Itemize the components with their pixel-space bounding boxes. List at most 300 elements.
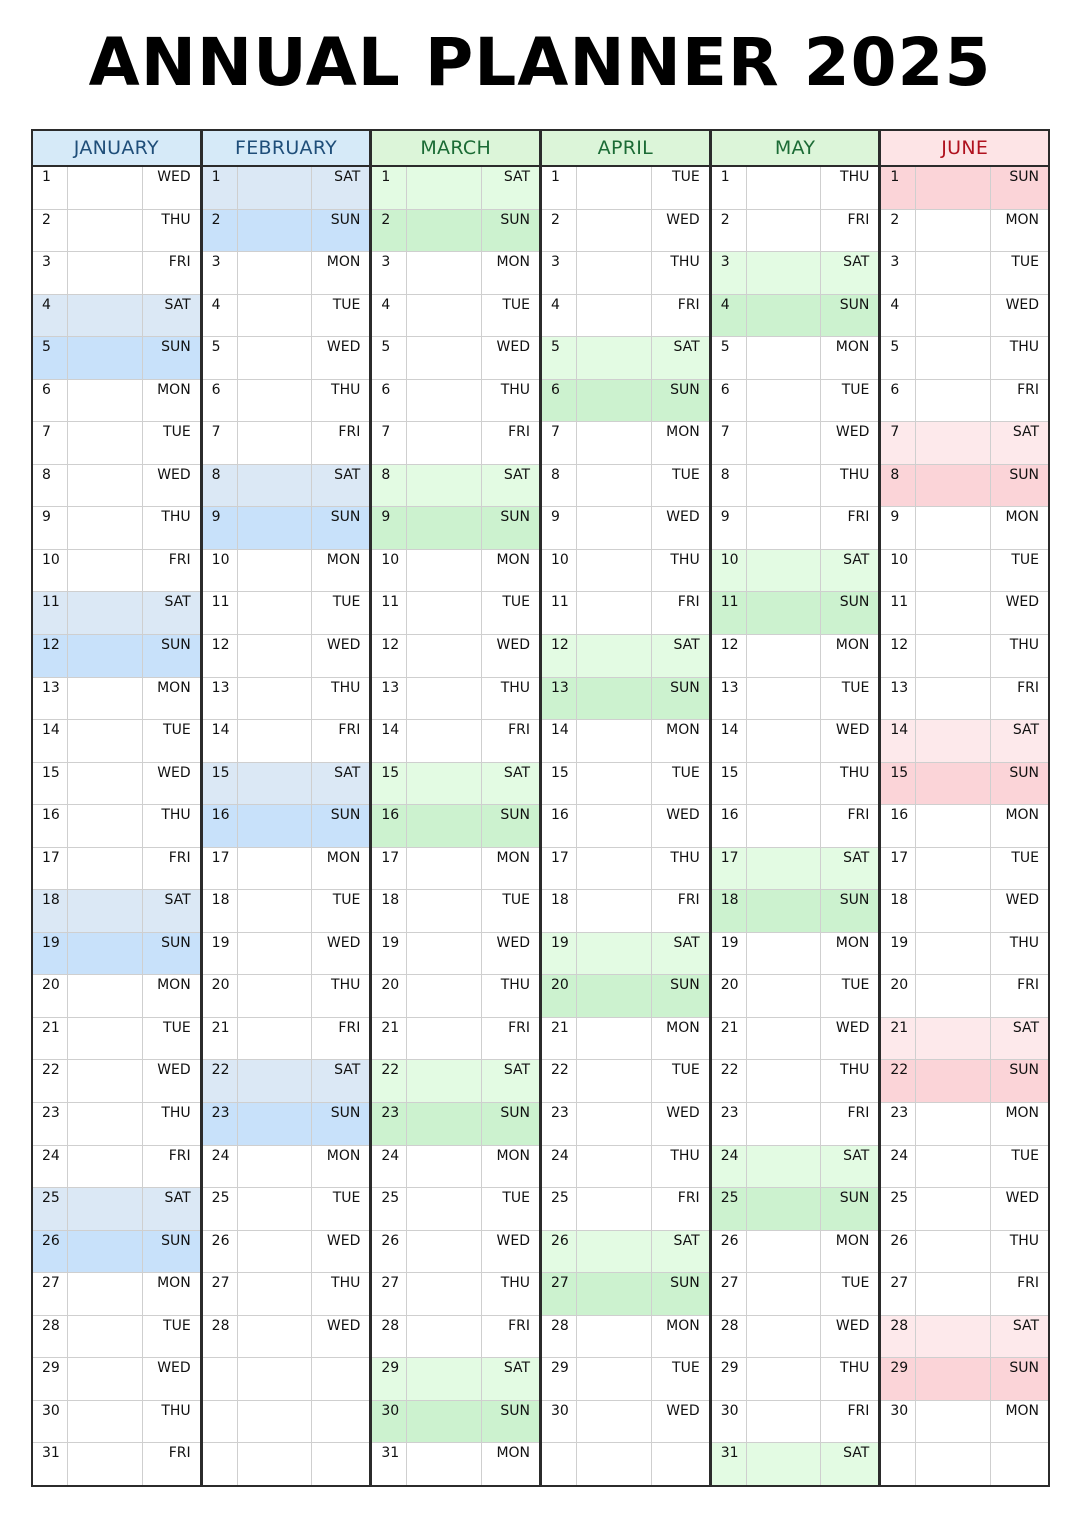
weekday-label: THU [1009, 637, 1040, 654]
note-cell[interactable] [577, 507, 652, 549]
day-number: 26 [372, 1231, 407, 1273]
day-number: 29 [33, 1358, 68, 1400]
day-number: 26 [881, 1231, 916, 1273]
note-cell[interactable] [577, 1358, 652, 1400]
day-row [712, 507, 879, 550]
weekday-label: SUN [330, 509, 361, 526]
day-number: 25 [203, 1188, 238, 1230]
weekday-label: TUE [502, 892, 531, 909]
note-cell[interactable] [577, 975, 652, 1017]
note-cell[interactable] [916, 678, 991, 720]
note-cell[interactable] [238, 1060, 313, 1102]
note-cell[interactable] [407, 1443, 482, 1485]
day-row [203, 1146, 370, 1189]
weekday-label: TUE [672, 466, 700, 483]
note-cell[interactable] [68, 1188, 143, 1230]
note-cell[interactable] [68, 678, 143, 720]
note-cell[interactable] [916, 1358, 991, 1400]
note-cell[interactable] [238, 1188, 313, 1230]
weekday-label: WED [835, 722, 870, 739]
day-number: 27 [203, 1273, 238, 1315]
weekday-label: MON [326, 849, 361, 866]
day-number: 27 [33, 1273, 68, 1315]
weekday-label: WED [157, 764, 191, 781]
weekday-label: MON [496, 849, 531, 866]
note-cell[interactable] [238, 1103, 313, 1145]
note-cell[interactable] [747, 465, 822, 507]
note-cell[interactable] [407, 1401, 482, 1443]
day-number: 17 [33, 848, 68, 890]
note-cell[interactable] [916, 763, 991, 805]
note-cell[interactable] [577, 678, 652, 720]
note-cell[interactable] [577, 1443, 652, 1485]
note-cell[interactable] [916, 1146, 991, 1188]
note-cell[interactable] [577, 1231, 652, 1273]
note-cell[interactable] [68, 252, 143, 294]
weekday-label: SUN [330, 211, 361, 228]
note-cell[interactable] [577, 167, 652, 209]
note-cell[interactable] [747, 763, 822, 805]
note-cell[interactable] [577, 380, 652, 422]
note-cell[interactable] [407, 1188, 482, 1230]
note-cell[interactable] [68, 550, 143, 592]
note-cell[interactable] [577, 550, 652, 592]
note-cell[interactable] [68, 1443, 143, 1485]
note-cell[interactable] [747, 1103, 822, 1145]
day-number: 7 [881, 422, 916, 464]
note-cell[interactable] [407, 933, 482, 975]
note-cell[interactable] [68, 1401, 143, 1443]
note-cell[interactable] [407, 380, 482, 422]
weekday-label: SAT [673, 934, 700, 951]
note-cell[interactable] [407, 592, 482, 634]
note-cell[interactable] [577, 1401, 652, 1443]
weekday-label: MON [666, 1019, 700, 1036]
note-cell[interactable] [68, 1146, 143, 1188]
note-cell[interactable] [238, 635, 313, 677]
note-cell[interactable] [407, 550, 482, 592]
weekday-label: MON [835, 934, 870, 951]
note-cell[interactable] [916, 1316, 991, 1358]
note-cell[interactable] [747, 592, 822, 634]
note-cell[interactable] [916, 805, 991, 847]
weekday-label: SAT [503, 169, 531, 185]
note-cell[interactable] [747, 1273, 822, 1315]
note-cell[interactable] [68, 1060, 143, 1102]
note-cell[interactable] [407, 167, 482, 209]
note-cell[interactable] [747, 1231, 822, 1273]
note-cell[interactable] [747, 252, 822, 294]
note-cell[interactable] [68, 635, 143, 677]
day-number: 9 [881, 507, 916, 549]
note-cell[interactable] [747, 890, 822, 932]
note-cell[interactable] [238, 507, 313, 549]
day-row [33, 295, 200, 338]
note-cell[interactable] [68, 1273, 143, 1315]
note-cell[interactable] [577, 1146, 652, 1188]
note-cell[interactable] [407, 422, 482, 464]
note-cell[interactable] [916, 848, 991, 890]
note-cell[interactable] [68, 1103, 143, 1145]
weekday-label: SUN [670, 381, 700, 398]
note-cell[interactable] [577, 1060, 652, 1102]
weekday-label: THU [1009, 339, 1040, 356]
note-cell[interactable] [407, 210, 482, 252]
note-cell[interactable] [747, 507, 822, 549]
note-cell[interactable] [577, 210, 652, 252]
month-column-june [881, 131, 1048, 1485]
day-row [881, 1188, 1048, 1231]
day-number: 11 [542, 592, 577, 634]
day-row [203, 465, 370, 508]
day-number: 20 [881, 975, 916, 1017]
note-cell[interactable] [68, 1018, 143, 1060]
note-cell[interactable] [238, 337, 313, 379]
note-cell[interactable] [238, 550, 313, 592]
note-cell[interactable] [238, 890, 313, 932]
note-cell[interactable] [916, 422, 991, 464]
note-cell[interactable] [407, 1231, 482, 1273]
note-cell[interactable] [68, 975, 143, 1017]
note-cell[interactable] [238, 763, 313, 805]
note-cell[interactable] [747, 848, 822, 890]
note-cell[interactable] [577, 1273, 652, 1315]
day-row [372, 933, 539, 976]
note-cell[interactable] [916, 1018, 991, 1060]
note-cell[interactable] [577, 1103, 652, 1145]
day-row [712, 1146, 879, 1189]
note-cell[interactable] [577, 252, 652, 294]
note-cell[interactable] [68, 507, 143, 549]
day-row [372, 1358, 539, 1401]
note-cell[interactable] [577, 1188, 652, 1230]
note-cell[interactable] [747, 975, 822, 1017]
note-cell[interactable] [916, 550, 991, 592]
weekday-label: WED [326, 934, 361, 951]
weekday-label: THU [500, 977, 531, 994]
note-cell[interactable] [238, 1273, 313, 1315]
note-cell[interactable] [916, 720, 991, 762]
note-cell[interactable] [407, 1103, 482, 1145]
weekday-label: THU [670, 551, 700, 568]
note-cell[interactable] [747, 422, 822, 464]
day-row [372, 635, 539, 678]
note-cell[interactable] [577, 465, 652, 507]
note-cell[interactable] [238, 848, 313, 890]
note-cell[interactable] [747, 805, 822, 847]
note-cell[interactable] [68, 763, 143, 805]
weekday-label: TUE [502, 296, 531, 313]
day-row [542, 1358, 709, 1401]
day-row [712, 1060, 879, 1103]
day-row [372, 848, 539, 891]
weekday-label: SAT [164, 892, 191, 909]
note-cell[interactable] [747, 678, 822, 720]
note-cell[interactable] [747, 550, 822, 592]
note-cell[interactable] [238, 678, 313, 720]
weekday-label: TUE [332, 296, 361, 313]
day-row [542, 1401, 709, 1444]
note-cell[interactable] [68, 848, 143, 890]
weekday-label: WED [326, 637, 361, 654]
note-cell[interactable] [238, 465, 313, 507]
note-cell[interactable] [747, 1316, 822, 1358]
weekday-label: SUN [839, 594, 870, 611]
day-number: 8 [712, 465, 747, 507]
weekday-label: MON [666, 424, 700, 441]
note-cell[interactable] [577, 1316, 652, 1358]
day-number: 17 [712, 848, 747, 890]
note-cell[interactable] [407, 975, 482, 1017]
note-cell[interactable] [407, 465, 482, 507]
note-cell[interactable] [747, 337, 822, 379]
note-cell[interactable] [577, 422, 652, 464]
note-cell[interactable] [407, 1358, 482, 1400]
weekday-label: SUN [670, 1275, 700, 1292]
day-row [33, 167, 200, 210]
note-cell[interactable] [577, 295, 652, 337]
note-cell[interactable] [747, 1146, 822, 1188]
day-row [33, 763, 200, 806]
day-row [33, 422, 200, 465]
weekday-label: WED [157, 1062, 191, 1079]
note-cell[interactable] [407, 848, 482, 890]
day-number: 21 [372, 1018, 407, 1060]
note-cell[interactable] [68, 422, 143, 464]
note-cell[interactable] [68, 167, 143, 209]
day-row [881, 337, 1048, 380]
day-number: 17 [203, 848, 238, 890]
note-cell[interactable] [68, 890, 143, 932]
note-cell[interactable] [238, 422, 313, 464]
note-cell[interactable] [916, 507, 991, 549]
weekday-label: FRI [508, 1019, 531, 1036]
day-number: 5 [881, 337, 916, 379]
note-cell[interactable] [407, 1273, 482, 1315]
day-row [542, 975, 709, 1018]
day-number: 29 [542, 1358, 577, 1400]
note-cell[interactable] [577, 805, 652, 847]
note-cell[interactable] [238, 592, 313, 634]
note-cell[interactable] [577, 890, 652, 932]
note-cell[interactable] [747, 635, 822, 677]
note-cell[interactable] [238, 1443, 313, 1485]
weekday-label: THU [840, 1062, 870, 1079]
note-cell[interactable] [407, 1060, 482, 1102]
day-row [372, 337, 539, 380]
day-row [542, 252, 709, 295]
note-cell[interactable] [916, 337, 991, 379]
day-row [881, 1273, 1048, 1316]
note-cell[interactable] [916, 295, 991, 337]
day-row [881, 678, 1048, 721]
weekday-label: TUE [502, 1190, 531, 1207]
day-number: 1 [33, 167, 68, 209]
weekday-label: TUE [332, 892, 361, 909]
weekday-label [652, 1443, 709, 1485]
day-number: 18 [372, 890, 407, 932]
day-number: 15 [372, 763, 407, 805]
note-cell[interactable] [238, 1401, 313, 1443]
day-number: 6 [33, 380, 68, 422]
note-cell[interactable] [238, 1358, 313, 1400]
note-cell[interactable] [68, 210, 143, 252]
note-cell[interactable] [68, 720, 143, 762]
day-row [372, 1018, 539, 1061]
note-cell[interactable] [407, 805, 482, 847]
day-number: 5 [33, 337, 68, 379]
day-row [203, 167, 370, 210]
note-cell[interactable] [916, 933, 991, 975]
note-cell[interactable] [916, 1188, 991, 1230]
note-cell[interactable] [577, 848, 652, 890]
weekday-label: MON [835, 1232, 870, 1249]
note-cell[interactable] [916, 1060, 991, 1102]
note-cell[interactable] [238, 252, 313, 294]
note-cell[interactable] [916, 380, 991, 422]
note-cell[interactable] [916, 975, 991, 1017]
weekday-label: MON [1005, 509, 1040, 526]
note-cell[interactable] [916, 210, 991, 252]
note-cell[interactable] [238, 167, 313, 209]
note-cell[interactable] [407, 763, 482, 805]
note-cell[interactable] [68, 1316, 143, 1358]
note-cell[interactable] [407, 890, 482, 932]
note-cell[interactable] [747, 1443, 822, 1485]
note-cell[interactable] [407, 635, 482, 677]
day-row [542, 890, 709, 933]
weekday-label: MON [1005, 1402, 1040, 1419]
day-number: 13 [372, 678, 407, 720]
note-cell[interactable] [407, 1018, 482, 1060]
note-cell[interactable] [747, 1060, 822, 1102]
note-cell[interactable] [68, 933, 143, 975]
note-cell[interactable] [577, 635, 652, 677]
day-number: 4 [542, 295, 577, 337]
day-row [203, 763, 370, 806]
note-cell[interactable] [238, 1231, 313, 1273]
note-cell[interactable] [747, 1358, 822, 1400]
day-row [203, 380, 370, 423]
weekday-label: TUE [163, 1317, 191, 1334]
day-row [881, 1103, 1048, 1146]
note-cell[interactable] [68, 592, 143, 634]
note-cell[interactable] [916, 167, 991, 209]
note-cell[interactable] [916, 635, 991, 677]
day-number: 16 [372, 805, 407, 847]
note-cell[interactable] [238, 210, 313, 252]
note-cell[interactable] [238, 975, 313, 1017]
note-cell[interactable] [747, 295, 822, 337]
note-cell[interactable] [577, 720, 652, 762]
note-cell[interactable] [916, 1103, 991, 1145]
note-cell[interactable] [238, 295, 313, 337]
note-cell[interactable] [238, 1018, 313, 1060]
note-cell[interactable] [407, 678, 482, 720]
note-cell[interactable] [916, 1231, 991, 1273]
note-cell[interactable] [916, 465, 991, 507]
note-cell[interactable] [747, 933, 822, 975]
weekday-label: SAT [334, 1062, 361, 1079]
note-cell[interactable] [238, 380, 313, 422]
note-cell[interactable] [68, 337, 143, 379]
weekday-label: SAT [1012, 424, 1040, 441]
note-cell[interactable] [68, 465, 143, 507]
note-cell[interactable] [407, 1316, 482, 1358]
note-cell[interactable] [238, 805, 313, 847]
note-cell[interactable] [577, 1018, 652, 1060]
note-cell[interactable] [238, 720, 313, 762]
day-row [203, 337, 370, 380]
note-cell[interactable] [68, 380, 143, 422]
note-cell[interactable] [747, 210, 822, 252]
note-cell[interactable] [577, 337, 652, 379]
day-row [881, 1018, 1048, 1061]
day-number: 2 [33, 210, 68, 252]
note-cell[interactable] [916, 890, 991, 932]
day-row [372, 252, 539, 295]
note-cell[interactable] [238, 933, 313, 975]
day-row [542, 295, 709, 338]
day-row [712, 592, 879, 635]
note-cell[interactable] [747, 1188, 822, 1230]
note-cell[interactable] [577, 592, 652, 634]
note-cell[interactable] [916, 252, 991, 294]
note-cell[interactable] [577, 763, 652, 805]
day-number: 23 [712, 1103, 747, 1145]
note-cell[interactable] [407, 720, 482, 762]
weekday-label: FRI [847, 807, 870, 824]
note-cell[interactable] [916, 1273, 991, 1315]
note-cell[interactable] [68, 1231, 143, 1273]
weekday-label: FRI [168, 254, 191, 271]
note-cell[interactable] [747, 380, 822, 422]
note-cell[interactable] [407, 507, 482, 549]
note-cell[interactable] [68, 805, 143, 847]
note-cell[interactable] [238, 1316, 313, 1358]
note-cell[interactable] [68, 1358, 143, 1400]
note-cell[interactable] [916, 1401, 991, 1443]
weekday-label: WED [1005, 1190, 1040, 1207]
day-number: 3 [372, 252, 407, 294]
note-cell[interactable] [747, 167, 822, 209]
note-cell[interactable] [407, 337, 482, 379]
note-cell[interactable] [916, 1443, 991, 1485]
day-number: 18 [712, 890, 747, 932]
note-cell[interactable] [68, 295, 143, 337]
note-cell[interactable] [916, 592, 991, 634]
weekday-label: WED [1005, 594, 1040, 611]
note-cell[interactable] [238, 1146, 313, 1188]
weekday-label: WED [326, 1317, 361, 1334]
day-row [712, 763, 879, 806]
note-cell[interactable] [407, 1146, 482, 1188]
note-cell[interactable] [577, 933, 652, 975]
day-number: 12 [712, 635, 747, 677]
day-row [33, 592, 200, 635]
note-cell[interactable] [407, 295, 482, 337]
weekday-label: MON [1005, 1105, 1040, 1122]
weekday-label: FRI [508, 424, 531, 441]
weekday-label: TUE [672, 1062, 700, 1079]
note-cell[interactable] [747, 1401, 822, 1443]
day-number: 6 [203, 380, 238, 422]
note-cell[interactable] [407, 252, 482, 294]
day-number: 30 [881, 1401, 916, 1443]
note-cell[interactable] [747, 720, 822, 762]
note-cell[interactable] [747, 1018, 822, 1060]
day-number: 5 [712, 337, 747, 379]
